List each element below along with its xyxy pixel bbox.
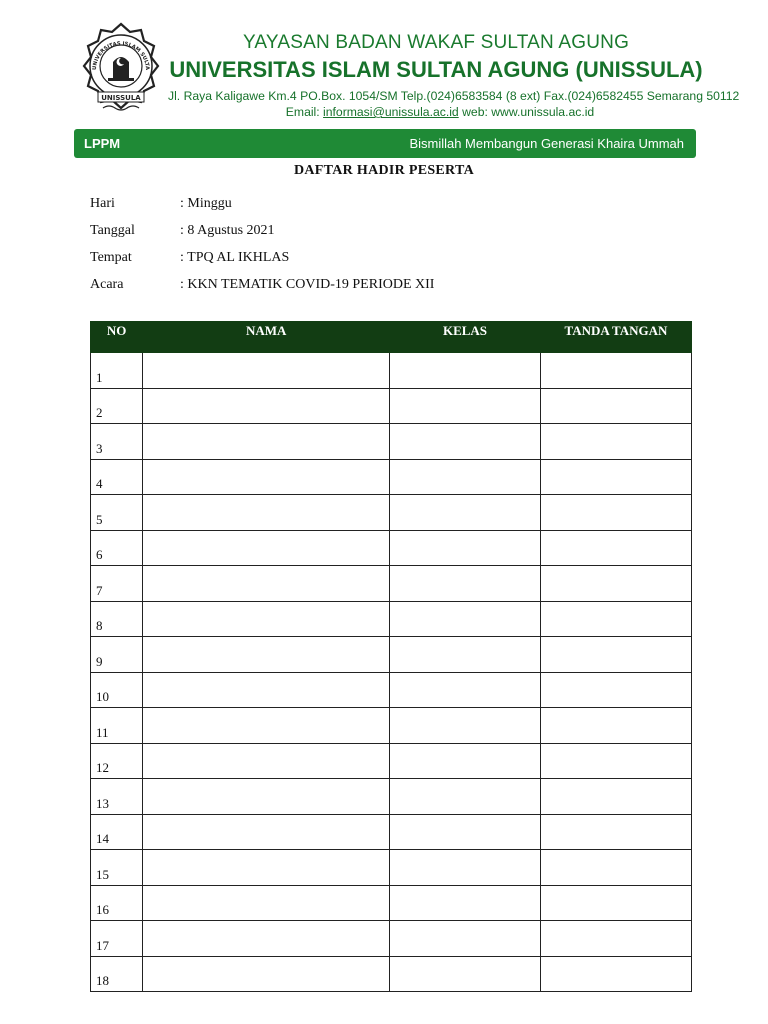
row-number: 1 (91, 353, 143, 389)
class-cell[interactable] (390, 388, 541, 424)
row-number: 10 (91, 672, 143, 708)
info-label: Acara (90, 277, 124, 292)
signature-cell[interactable] (540, 956, 691, 992)
name-cell[interactable] (143, 459, 390, 495)
row-number: 17 (91, 921, 143, 957)
email-label: Email: (285, 105, 320, 119)
name-cell[interactable] (143, 353, 390, 389)
email-link[interactable]: informasi@unissula.ac.id (323, 105, 459, 119)
name-cell[interactable] (143, 814, 390, 850)
class-cell[interactable] (390, 601, 541, 637)
table-row (91, 956, 692, 992)
class-cell[interactable] (390, 885, 541, 921)
attendance-table (90, 321, 692, 992)
class-cell[interactable] (390, 956, 541, 992)
info-value: : TPQ AL IKHLAS (180, 250, 290, 265)
info-label: Tempat (90, 250, 132, 265)
table-row (91, 601, 692, 637)
banner-motto: Bismillah Membangun Generasi Khaira Ummah (409, 136, 684, 151)
name-cell[interactable] (143, 495, 390, 531)
row-number: 15 (91, 850, 143, 886)
table-row (91, 779, 692, 815)
name-cell[interactable] (143, 885, 390, 921)
row-number: 2 (91, 388, 143, 424)
table-row (91, 921, 692, 957)
name-cell[interactable] (143, 921, 390, 957)
table-row (91, 495, 692, 531)
name-cell[interactable] (143, 388, 390, 424)
class-cell[interactable] (390, 637, 541, 673)
class-cell[interactable] (390, 743, 541, 779)
signature-cell[interactable] (540, 353, 691, 389)
name-cell[interactable] (143, 779, 390, 815)
table-row (91, 850, 692, 886)
table-row (91, 566, 692, 602)
row-number: 4 (91, 459, 143, 495)
svg-text:UNISSULA: UNISSULA (101, 94, 141, 102)
table-row (91, 388, 692, 424)
class-cell[interactable] (390, 530, 541, 566)
info-value: : Minggu (180, 196, 232, 211)
row-number: 14 (91, 814, 143, 850)
table-row (91, 459, 692, 495)
row-number: 9 (91, 637, 143, 673)
header-kelas: KELAS (390, 322, 541, 353)
signature-cell[interactable] (540, 388, 691, 424)
row-number: 7 (91, 566, 143, 602)
table-row (91, 530, 692, 566)
name-cell[interactable] (143, 424, 390, 460)
row-number: 6 (91, 530, 143, 566)
signature-cell[interactable] (540, 495, 691, 531)
class-cell[interactable] (390, 779, 541, 815)
header-tanda-tangan: TANDA TANGAN (540, 322, 691, 353)
class-cell[interactable] (390, 708, 541, 744)
info-label: Tanggal (90, 223, 135, 238)
row-number: 11 (91, 708, 143, 744)
row-number: 16 (91, 885, 143, 921)
row-number: 13 (91, 779, 143, 815)
class-cell[interactable] (390, 566, 541, 602)
class-cell[interactable] (390, 459, 541, 495)
signature-cell[interactable] (540, 601, 691, 637)
signature-cell[interactable] (540, 459, 691, 495)
header-nama: NAMA (143, 322, 390, 353)
class-cell[interactable] (390, 850, 541, 886)
name-cell[interactable] (143, 601, 390, 637)
signature-cell[interactable] (540, 885, 691, 921)
table-row (91, 424, 692, 460)
name-cell[interactable] (143, 850, 390, 886)
signature-cell[interactable] (540, 637, 691, 673)
letterhead (168, 32, 740, 120)
header-no: NO (91, 322, 143, 353)
signature-cell[interactable] (540, 743, 691, 779)
table-row (91, 637, 692, 673)
signature-cell[interactable] (540, 814, 691, 850)
table-row (91, 353, 692, 389)
info-value: : 8 Agustus 2021 (180, 223, 275, 238)
university-logo (78, 22, 164, 120)
signature-cell[interactable] (540, 779, 691, 815)
row-number: 8 (91, 601, 143, 637)
row-number: 5 (91, 495, 143, 531)
class-cell[interactable] (390, 353, 541, 389)
name-cell[interactable] (143, 708, 390, 744)
class-cell[interactable] (390, 424, 541, 460)
document-title: DAFTAR HADIR PESERTA (293, 163, 474, 178)
class-cell[interactable] (390, 921, 541, 957)
signature-cell[interactable] (540, 921, 691, 957)
name-cell[interactable] (143, 530, 390, 566)
green-banner (74, 129, 696, 158)
row-number: 12 (91, 743, 143, 779)
name-cell[interactable] (143, 672, 390, 708)
table-row (91, 885, 692, 921)
signature-cell[interactable] (540, 424, 691, 460)
row-number: 18 (91, 956, 143, 992)
university-name: UNIVERSITAS ISLAM SULTAN AGUNG (UNISSULA) (169, 57, 703, 82)
signature-cell[interactable] (540, 850, 691, 886)
table-header-row (91, 322, 692, 353)
table-row (91, 743, 692, 779)
svg-text:UNIVERSITAS ISLAM SULTAN AGUNG: UNIVERSITAS ISLAM SULTA (91, 40, 151, 71)
class-cell[interactable] (390, 495, 541, 531)
name-cell[interactable] (143, 566, 390, 602)
info-value: : KKN TEMATIK COVID-19 PERIODE XII (180, 277, 435, 292)
signature-cell[interactable] (540, 672, 691, 708)
info-label: Hari (90, 196, 115, 211)
class-cell[interactable] (390, 672, 541, 708)
contact-line (168, 104, 704, 120)
signature-cell[interactable] (540, 566, 691, 602)
banner-lppm: LPPM (84, 136, 121, 151)
address: Jl. Raya Kaligawe Km.4 PO.Box. 1054/SM Telp.(024)6583584 (8 ext) Fax.(024)6582455 Semarang 50112 (168, 89, 740, 103)
name-cell[interactable] (143, 956, 390, 992)
web-link[interactable]: www.unissula.ac.id (491, 105, 595, 119)
name-cell[interactable] (143, 743, 390, 779)
table-row (91, 672, 692, 708)
name-cell[interactable] (143, 637, 390, 673)
signature-cell[interactable] (540, 708, 691, 744)
table-row (91, 708, 692, 744)
row-number: 3 (91, 424, 143, 460)
foundation-name: YAYASAN BADAN WAKAF SULTAN AGUNG (242, 32, 630, 53)
signature-cell[interactable] (540, 530, 691, 566)
class-cell[interactable] (390, 814, 541, 850)
web-label: web: (462, 105, 488, 119)
table-row (91, 814, 692, 850)
